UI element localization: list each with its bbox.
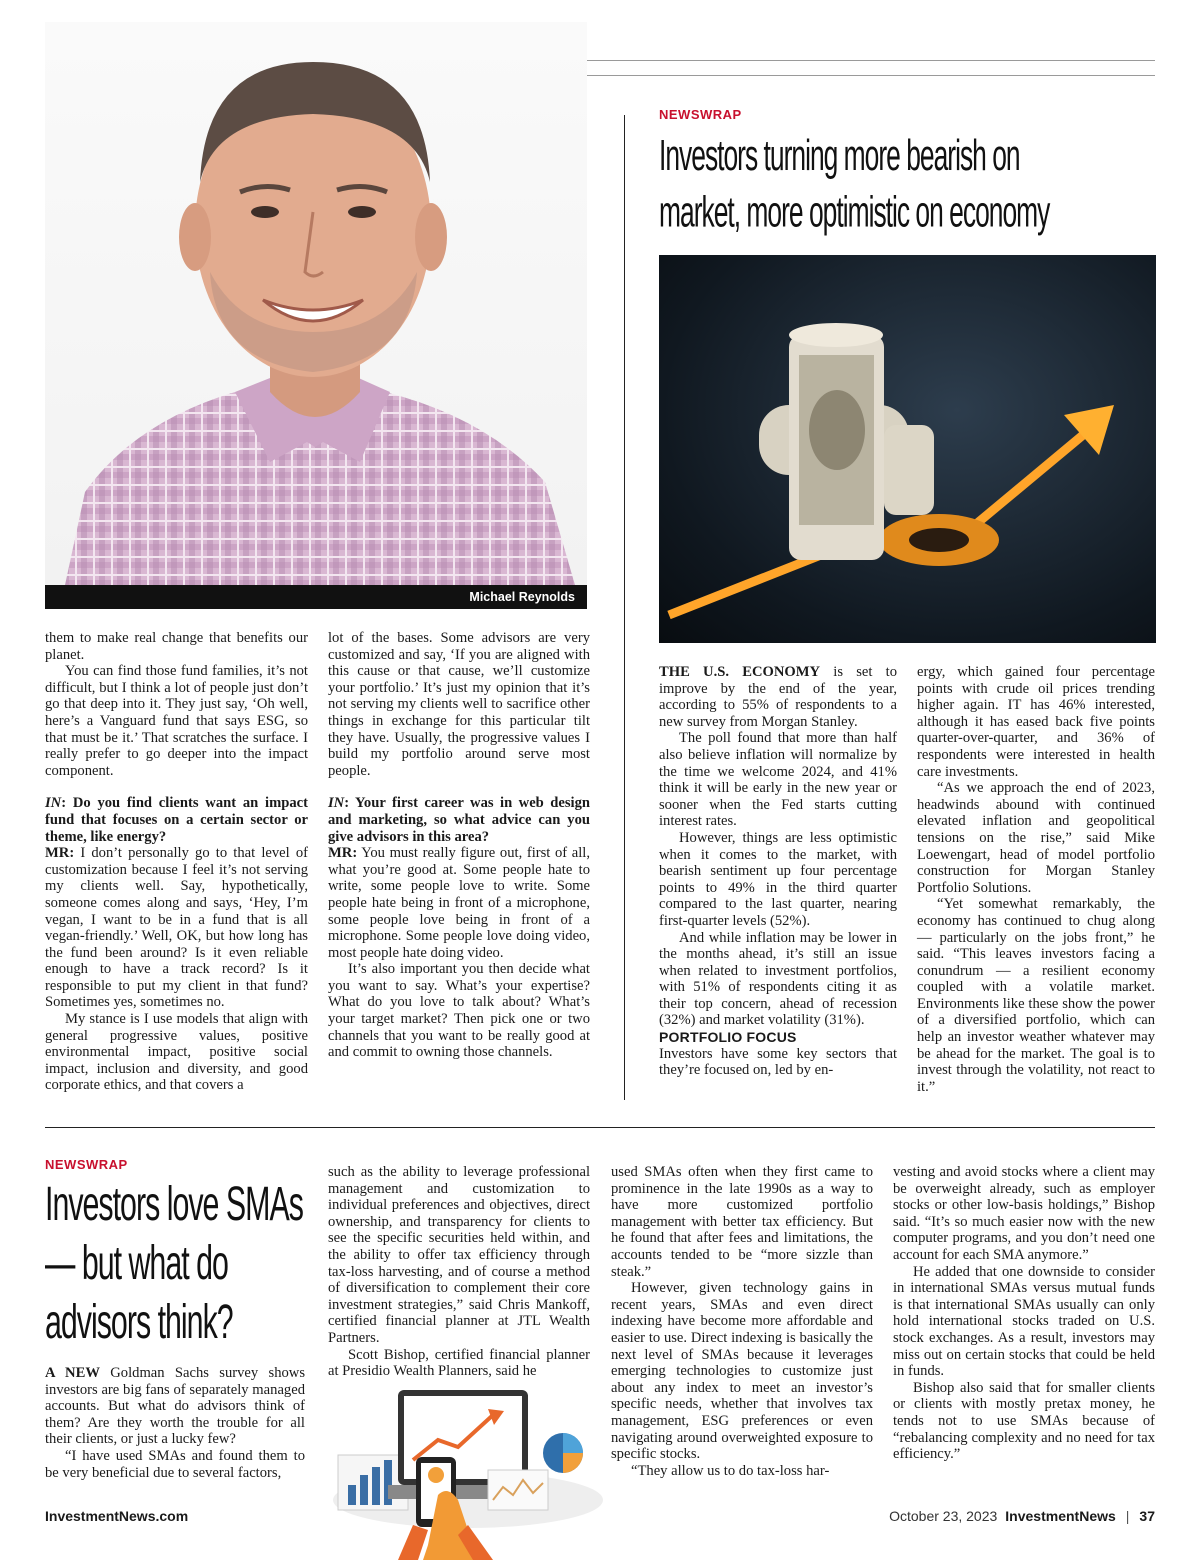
lead-text: Goldman Sachs survey shows investors are big fans of separately managed accounts. But what do advisors think of them? Are they worth the trouble for all their clients, or just a lucky few? [45, 1365, 306, 1448]
interviewer-label: IN [45, 795, 62, 812]
story2-headline [45, 1174, 309, 1350]
respondent-label: MR: [45, 845, 75, 862]
paragraph: “They allow us to do tax-loss har- [631, 1462, 830, 1479]
headline-line: Investors love SMAs [45, 1176, 303, 1231]
paragraph: them to make real change that benefits our planet. [45, 630, 308, 663]
paragraph: ergy, which gained four percentage points with crude oil prices trending higher again. IT has 46% interested, although it has eased back five points quarter-over-quarter, and 36% of respondents were interested in health care investments. [917, 664, 1155, 780]
question-text: Your first career was in web design and marketing, so what advice can you give advisors in this area? [328, 795, 591, 845]
interviewer-label: IN [328, 795, 345, 812]
money-roll-illustration [659, 255, 1156, 643]
lead-caps: THE U.S. ECONOMY [659, 664, 821, 680]
column-divider [624, 115, 625, 1100]
footer-date: October 23, 2023 [889, 1508, 998, 1524]
paragraph: My stance is I use models that align with general progressive values, positive environmental impact, positive social impact, inclusion and diversity, and good corporate ethics, and that covers a [45, 1011, 308, 1094]
interview-answer [45, 845, 308, 1011]
interview-question: IN: Your first career was in web design and marketing, so what advice can you give advisors in this area? [328, 795, 591, 845]
photo-caption: Michael Reynolds [45, 585, 587, 609]
analytics-illustration [318, 1375, 608, 1560]
paragraph: lot of the bases. Some advisors are very customized and say, ‘If you are aligned with this cause or that cause, we’ll customize your portfolio.’ It’s just my opinion that it’s not serving my clients well to sacrifice other things in exchange for this particular tilt they have. Usually, the progressive values I build my portfolio around serve most people. [328, 630, 590, 779]
paragraph: You can find those fund families, it’s not difficult, but I think a lot of people just don’t go that deep into it. They just say, ‘Oh well, here’s a Vanguard fund that says ESG, so that must be it.’ That scratches the surface. I really prefer to go deeper into the impact component. [45, 663, 308, 779]
story2-column-1 [45, 1365, 305, 1481]
paragraph: Investors have some key sectors that they’re focused on, led by en- [659, 1045, 897, 1079]
interview-column-1 [45, 630, 308, 1094]
paragraph: Scott Bishop, certified financial planner at Presidio Wealth Planners, said he [328, 1346, 590, 1380]
subhead: PORTFOLIO FOCUS [659, 1029, 797, 1046]
paragraph: used SMAs often when they first came to prominence in the late 1990s as a way to have more customized portfolio management with better tax efficiency. But he found that after fees and limitations, the accounts tended to be “more sizzle than steak.” [611, 1164, 873, 1280]
answer-text: You must really figure out, first of all, what you’re good at. Some people hate to write, some people love to write. Some people hate being in front of a microphone, some people love being in front of a microphone. Some people love doing video, most people hate doing video. [328, 845, 591, 961]
page-number: 37 [1139, 1508, 1155, 1524]
respondent-label: MR: [328, 845, 358, 862]
headline-line: market, more optimistic on economy [659, 188, 1050, 236]
footer-folio [889, 1508, 1155, 1524]
footer-site: InvestmentNews.com [45, 1508, 189, 1524]
lead-caps: A NEW [45, 1365, 100, 1381]
paragraph: The poll found that more than half also believe inflation will normalize by the time we welcome 2024, and 41% think it will be early in the new year or sooner when the Fed starts cutting interest rates. [659, 730, 897, 830]
paragraph: “I have used SMAs and found them to be very beneficial due to several factors, [45, 1447, 305, 1481]
lead-paragraph [45, 1365, 305, 1448]
paragraph: However, things are less optimistic when it comes to the market, with bearish sentiment up four percentage points to 49% in the third quarter compared to the last quarter, nearing first-quarter levels (52%). [659, 829, 897, 929]
interview-column-2 [328, 630, 590, 1061]
portrait-photo [45, 22, 587, 585]
lead-paragraph [659, 664, 897, 730]
section-divider [45, 1127, 1155, 1128]
paragraph: It’s also important you then decide what you want to say. What’s your expertise? What do you love to talk about? What’s your target market? Then pick one or two channels that you want to be really good at and commit to owning those channels. [328, 961, 590, 1061]
headline-line: advisors think? [45, 1293, 233, 1349]
story1-headline [659, 128, 1161, 240]
story1-column-2 [917, 664, 1155, 1095]
interview-answer [328, 845, 590, 961]
story2-column-2 [328, 1164, 590, 1380]
headline-line: Investors turning more bearish on [659, 132, 1020, 180]
paragraph: “Yet somewhat remarkably, the economy has continued to chug along — particularly on the jobs front,” he said. “This leaves investors facing a conundrum — a resilient economy coupled with a volatile market. Environments like these show the power of a diversified portfolio, which can help an investor weather whatever may be ahead for the market. The goal is to invest through the volatility, not react to it.” [917, 896, 1155, 1095]
paragraph: However, given technology gains in recent years, SMAs and even direct indexing have become more affordable and easier to use. Direct indexing is basically the next level of SMAs because it leverages emerging technologies to customize just about any index to meet an investor’s specific needs, whether that involves tax management, ESG preferences or even navigating around overweighted exposure to specific stocks. [611, 1280, 873, 1463]
interview-question: IN: Do you find clients want an impact fund that focuses on a certain sector or theme, like energy? [45, 795, 308, 845]
paragraph: vesting and avoid stocks where a client may be overweight already, such as employer stocks or other low-basis holdings,” Bishop said. “It’s so much easier now with the new computer programs, and you don’t need one account for each SMA anymore.” [893, 1164, 1155, 1263]
paragraph: “As we approach the end of 2023, headwinds abound with continued elevated inflation and geopolitical tensions on the rise,” said Mike Loewengart, head of model portfolio construction for Morgan Stanley Portfolio Solutions. [917, 780, 1155, 896]
story1-kicker: NEWSWRAP [659, 107, 742, 122]
story1-column-1 [659, 664, 897, 1079]
paragraph: He added that one downside to consider in international SMAs versus mutual funds is that international SMAs usually can only hold international stocks traded on U.S. stock exchanges. As a result, investors may miss out on certain stocks that could be held in funds. [893, 1263, 1155, 1380]
answer-text: I don’t personally go to that level of customization because I feel it’s not serving my clients well. Say, hypothetically, someone comes along and says, ‘Hey, I’m vegan, I want to be in a fund that is all vegan-friendly.’ Well, OK, but how long has the fund been around? Is it even reliable enough to have a track record? Is it responsible to put my client in that fund? Sometimes yes, sometimes no. [45, 845, 309, 1011]
paragraph: And while inflation may be lower in the months ahead, it’s still an issue when related to investment portfolios, with 51% of respondents citing it as their top concern, ahead of recession (32%) and market volatility (31%). [659, 929, 897, 1029]
footer-brand: InvestmentNews [1005, 1508, 1116, 1524]
headline-line: — but what do [45, 1234, 228, 1290]
paragraph: such as the ability to leverage professional management and customization to individual preferences and objectives, direct ownership, and transparency for clients to see the specific securities held within, and the ability to offer tax efficiency through tax-loss harvesting, and of course a method of diversification to complement their core investment strategies,” said Chris Mankoff, certified financial planner at JTL Wealth Partners. [328, 1164, 590, 1346]
story2-kicker: NEWSWRAP [45, 1157, 128, 1172]
lead-text: is set to improve by the end of the year, according to 55% of respondents to a new survey from Morgan Stanley. [659, 664, 897, 730]
paragraph: Bishop also said that for smaller clients or clients with mostly pretax money, he tends not to use SMAs because of “rebalancing complexity and no need for tax efficiency.” [893, 1379, 1155, 1463]
question-text: Do you find clients want an impact fund that focuses on a certain sector or theme, like energy? [45, 795, 308, 845]
footer-separator: | [1125, 1508, 1130, 1524]
story2-column-4 [893, 1164, 1155, 1463]
story2-column-3 [611, 1164, 873, 1479]
